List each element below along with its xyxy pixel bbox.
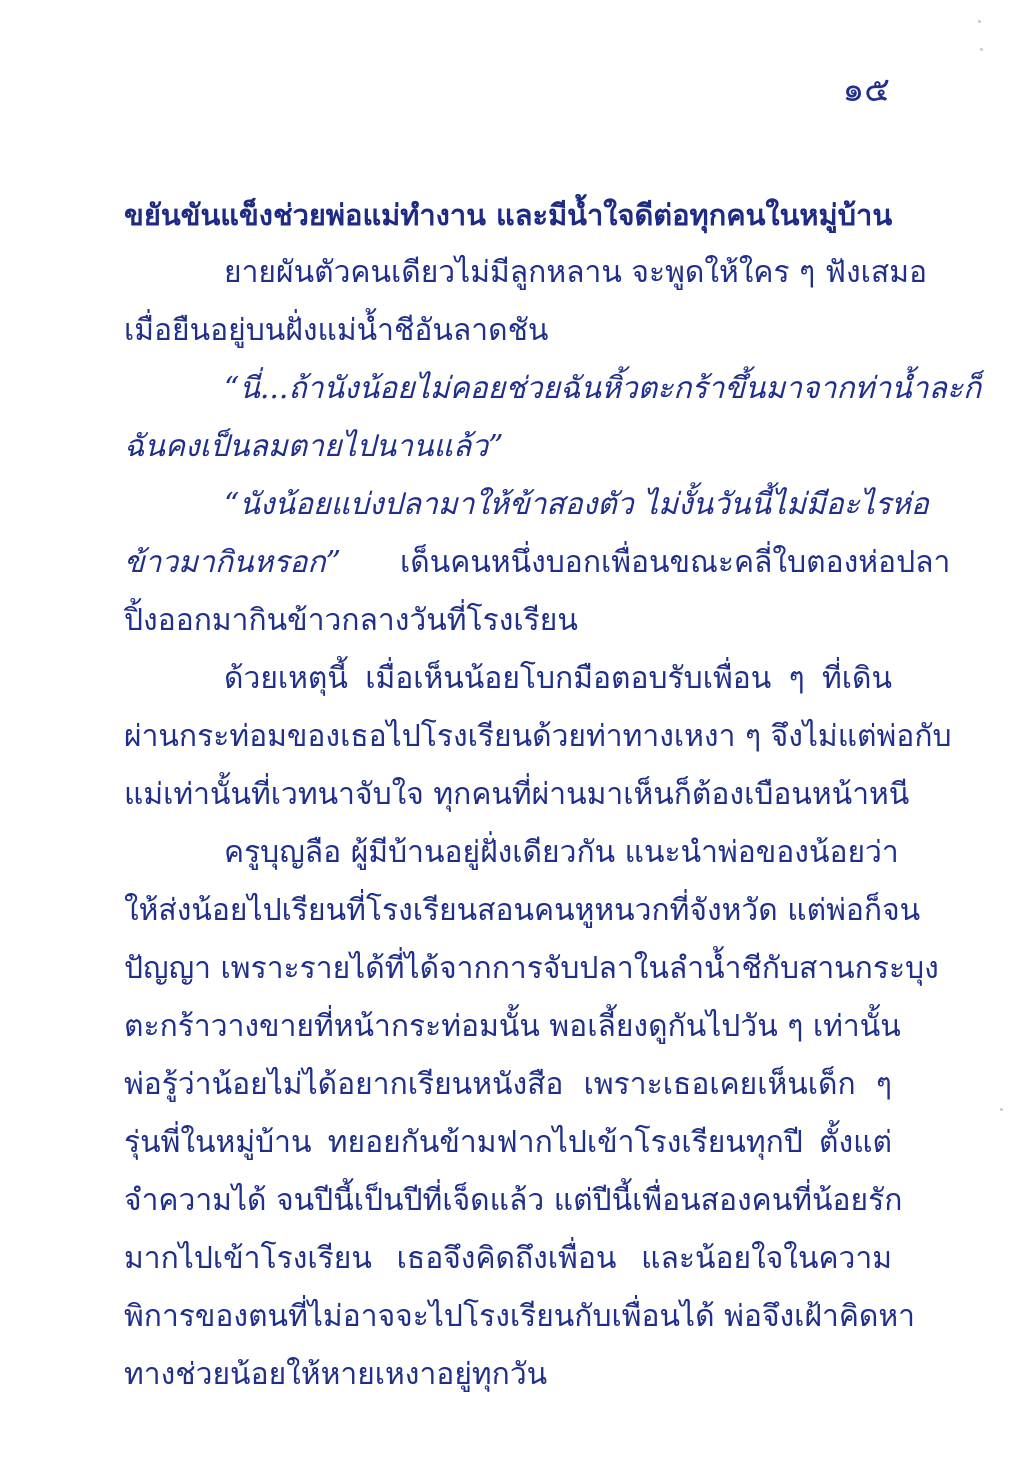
paragraph-line: ให้ส่งน้อยไปเรียนที่โรงเรียนสอนคนหูหนวกที่จังหวัด แต่พ่อก็จน (124, 893, 921, 928)
section-heading: ขยันขันแข็งช่วยพ่อแม่ทำงาน และมีน้ำใจดีต่อทุกคนในหมู่บ้าน (124, 198, 893, 232)
quote-line: ฉันคงเป็นลมตายไปนานแล้ว” (124, 429, 504, 464)
paragraph-line: ตะกร้าวางขายที่หน้ากระท่อมนั้น พอเลี้ยงดูกันไปวัน ๆ เท่านั้น (124, 1009, 901, 1044)
narration-fragment: เด็นคนหนึ่งบอกเพื่อนขณะคลี่ใบตองห่อปลา (400, 545, 951, 580)
paragraph-line: ครูบุญลือ ผู้มีบ้านอยู่ฝั่งเดียวกัน แนะนำพ่อของน้อยว่า (224, 835, 899, 870)
paragraph-line: ปิ้งออกมากินข้าวกลางวันที่โรงเรียน (124, 603, 578, 638)
paragraph-line: พิการของตนที่ไม่อาจจะไปโรงเรียนกับเพื่อนได้ พ่อจึงเฝ้าคิดหา (124, 1299, 916, 1334)
paragraph-line (124, 534, 951, 592)
paragraph-line: ยายผันตัวคนเดียวไม่มีลูกหลาน จะพูดให้ใคร ๆ ฟังเสมอ (224, 255, 928, 290)
paragraph-line: ปัญญา เพราะรายได้ที่ได้จากการจับปลาในลำน้ำชีกับสานกระบุง (124, 951, 939, 986)
paragraph-line: ทางช่วยน้อยให้หายเหงาอยู่ทุกวัน (124, 1357, 548, 1392)
page-number: ๑๕ (842, 70, 890, 110)
paragraph-line: จำความได้ จนปีนี้เป็นปีที่เจ็ดแล้ว แต่ปีนี้เพื่อนสองคนที่น้อยรัก (124, 1183, 903, 1218)
paragraph-line: ด้วยเหตุนี้ เมื่อเห็นน้อยโบกมือตอบรับเพื่อน ๆ ที่เดิน (224, 661, 892, 696)
quote-line: “นังน้อยแบ่งปลามาให้ข้าสองตัว ไม่งั้นวันนี้ไม่มีอะไรห่อ (224, 487, 929, 522)
paper-speck (1000, 1108, 1003, 1111)
body-text (124, 186, 982, 1404)
paragraph-line: แม่เท่านั้นที่เวทนาจับใจ ทุกคนที่ผ่านมาเห็นก็ต้องเบือนหน้าหนี (124, 777, 910, 812)
paper-speck (980, 48, 983, 51)
paper-speck (978, 20, 981, 23)
paragraph-line: ผ่านกระท่อมของเธอไปโรงเรียนด้วยท่าทางเหงา ๆ จึงไม่แต่พ่อกับ (124, 719, 952, 754)
quote-line: “นี่...ถ้านังน้อยไม่คอยช่วยฉันหิ้วตะกร้าขึ้นมาจากท่าน้ำละก็ (224, 371, 982, 406)
paragraph-line: มากไปเข้าโรงเรียน เธอจึงคิดถึงเพื่อน และน้อยใจในความ (124, 1241, 892, 1276)
paragraph-line: รุ่นพี่ในหมู่บ้าน ทยอยกันข้ามฟากไปเข้าโรงเรียนทุกปี ตั้งแต่ (124, 1125, 892, 1160)
paragraph-line: พ่อรู้ว่าน้อยไม่ได้อยากเรียนหนังสือ เพราะเธอเคยเห็นเด็ก ๆ (124, 1067, 892, 1102)
paragraph-line: เมื่อยืนอยู่บนฝั่งแม่น้ำชีอันลาดชัน (124, 313, 549, 348)
quote-fragment: ข้าวมากินหรอก” (124, 545, 341, 580)
